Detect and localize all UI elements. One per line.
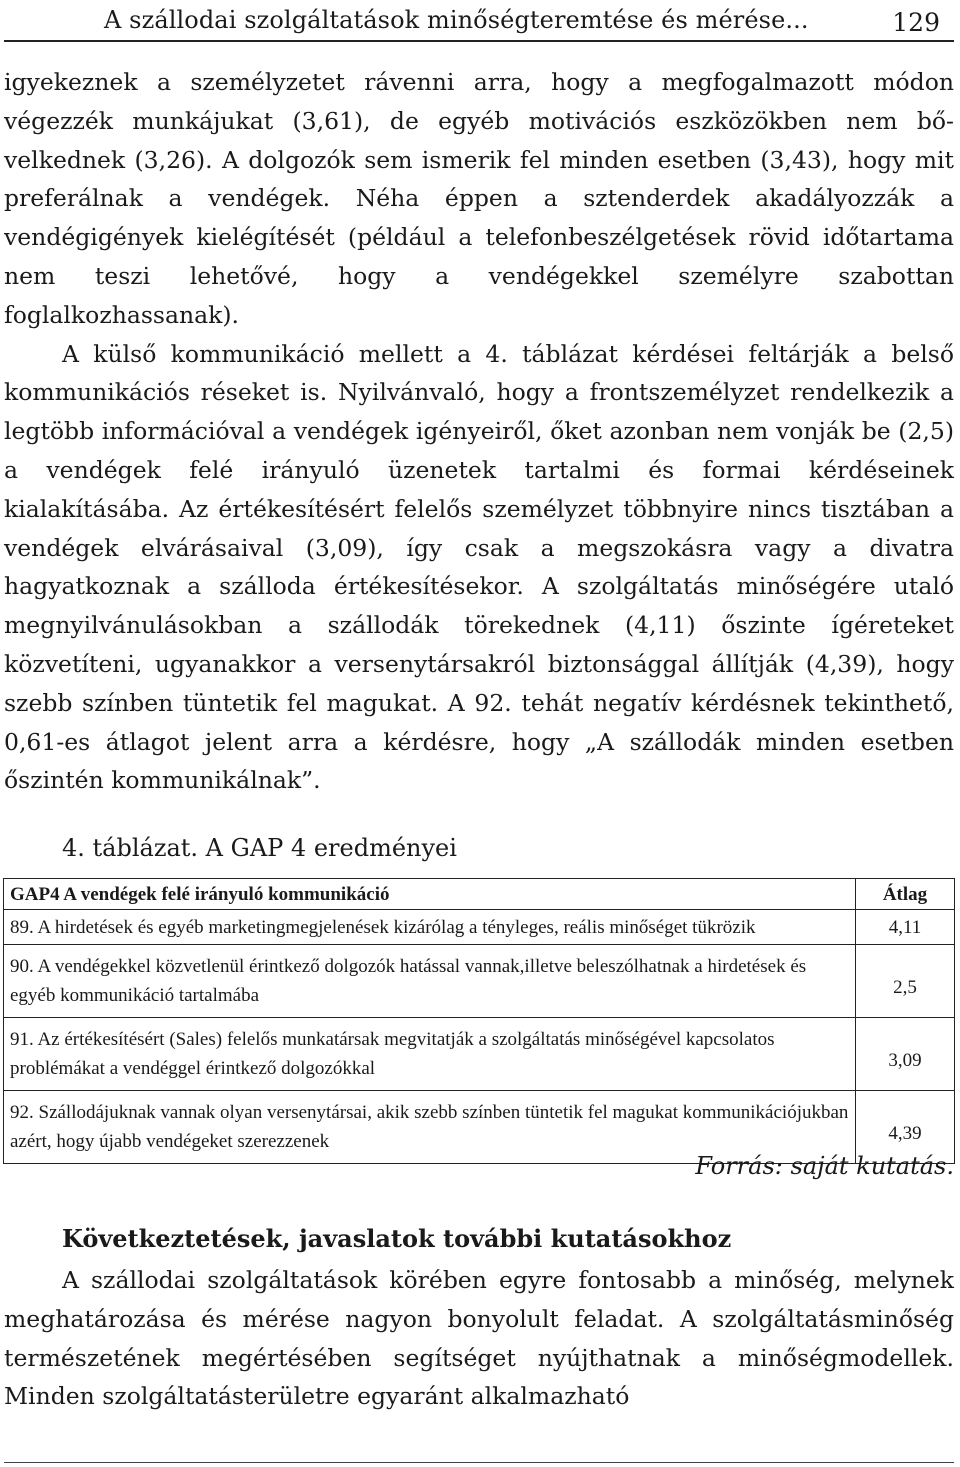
section-heading: Következtetések, javaslatok további kutatásokhoz bbox=[62, 1224, 732, 1253]
running-header bbox=[4, 4, 954, 42]
paragraph-continued: igyekeznek a személyzetet rávenni arra, hogy a megfogalmazott módon végezzék munkájukat (3,61), de egyéb motivációs eszközökben nem bővelkednek (3,26). A dolgozók sem ismerik fel minden esetben (3,43), hogy mit preferálnak a vendégek. Néha éppen a sztenderdek akadályozzák a vendégigények kielégítését (például a telefonbeszélgetések rövid időtartama nem teszi lehetővé, hogy a vendégekkel személyre szabottan foglalkozhassanak). bbox=[4, 68, 954, 329]
table-row bbox=[4, 1018, 955, 1091]
table-row bbox=[4, 910, 955, 945]
paragraph-internal-communication: A külső kommunikáció mellett a 4. táblázat kérdései feltárják a belső kommunikációs réseket is. Nyilvánvaló, hogy a frontszemélyzet rendelkezik a legtöbb információval a vendégek igényeiről, őket azonban nem vonják be (2,5) a vendégek felé irányuló üzenetek tartalmi és formai kérdéseinek kialakításába. Az értékesítésért felelős személyzet többnyire nincs tisztában a vendégek elvárásaival (3,09), így csak a megszokásra vagy a divatra hagyatkoznak a szálloda értékesítésekor. A szolgáltatás minőségére utaló megnyilvánulásokban a szállodák törekednek (4,11) őszinte ígéreteket közvetíteni, ugyanakkor a versenytársakról biztonsággal állítják (4,39), hogy szebb színben tüntetik fel magukat. A 92. tehát negatív kérdésnek tekinthető, 0,61-es átlagot jelent arra a kérdésre, hogy „A szállodák minden esetben őszintén kommunikálnak”. bbox=[4, 339, 954, 795]
table-source-note: Forrás: saját kutatás. bbox=[695, 1152, 954, 1180]
table-cell-average: 4,39 bbox=[856, 1091, 955, 1164]
table-row bbox=[4, 945, 955, 1018]
body-text-conclusions bbox=[4, 1261, 954, 1416]
table-cell-question: 89. A hirdetések és egyéb marketingmegjelenések kizárólag a tényleges, reális minőséget tükrözik bbox=[4, 910, 856, 945]
table-cell-average: 3,09 bbox=[856, 1018, 955, 1091]
table-header-average: Átlag bbox=[856, 879, 955, 910]
table-header-row bbox=[4, 879, 955, 910]
table-caption: 4. táblázat. A GAP 4 eredményei bbox=[62, 834, 457, 862]
table-cell-question: 91. Az értékesítésért (Sales) felelős munkatársak megvitatják a szolgáltatás minőségével kapcsolatos problémákat a vendéggel érintkező dolgozókkal bbox=[4, 1018, 856, 1091]
gap4-table bbox=[3, 878, 955, 1164]
table-header-label: GAP4 A vendégek felé irányuló kommunikáció bbox=[4, 879, 856, 910]
body-text-upper bbox=[4, 63, 954, 800]
page-number: 129 bbox=[892, 8, 940, 37]
footer-rule bbox=[4, 1462, 954, 1463]
table-cell-question: 92. Szállodájuknak vannak olyan versenytársai, akik szebb színben tüntetik fel magukat kommunikációjukban azért, hogy újabb vendégeket szerezzenek bbox=[4, 1091, 856, 1164]
table-cell-question: 90. A vendégekkel közvetlenül érintkező dolgozók hatással vannak,illetve beleszólhatnak a hirdetések és egyéb kommunikáció tartalmába bbox=[4, 945, 856, 1018]
table-cell-average: 4,11 bbox=[856, 910, 955, 945]
running-header-title: A szállodai szolgáltatások minőségteremtése és mérése... bbox=[104, 6, 809, 34]
paragraph-conclusions: A szállodai szolgáltatások körében egyre fontosabb a minőség, melynek meghatározása és mérése nagyon bonyolult feladat. A szolgáltatásminőség természetének megértésében segítséget nyújthatnak a minőségmodellek. Minden szolgáltatásterületre egyaránt alkalmazható bbox=[4, 1266, 954, 1411]
table-cell-average: 2,5 bbox=[856, 945, 955, 1018]
